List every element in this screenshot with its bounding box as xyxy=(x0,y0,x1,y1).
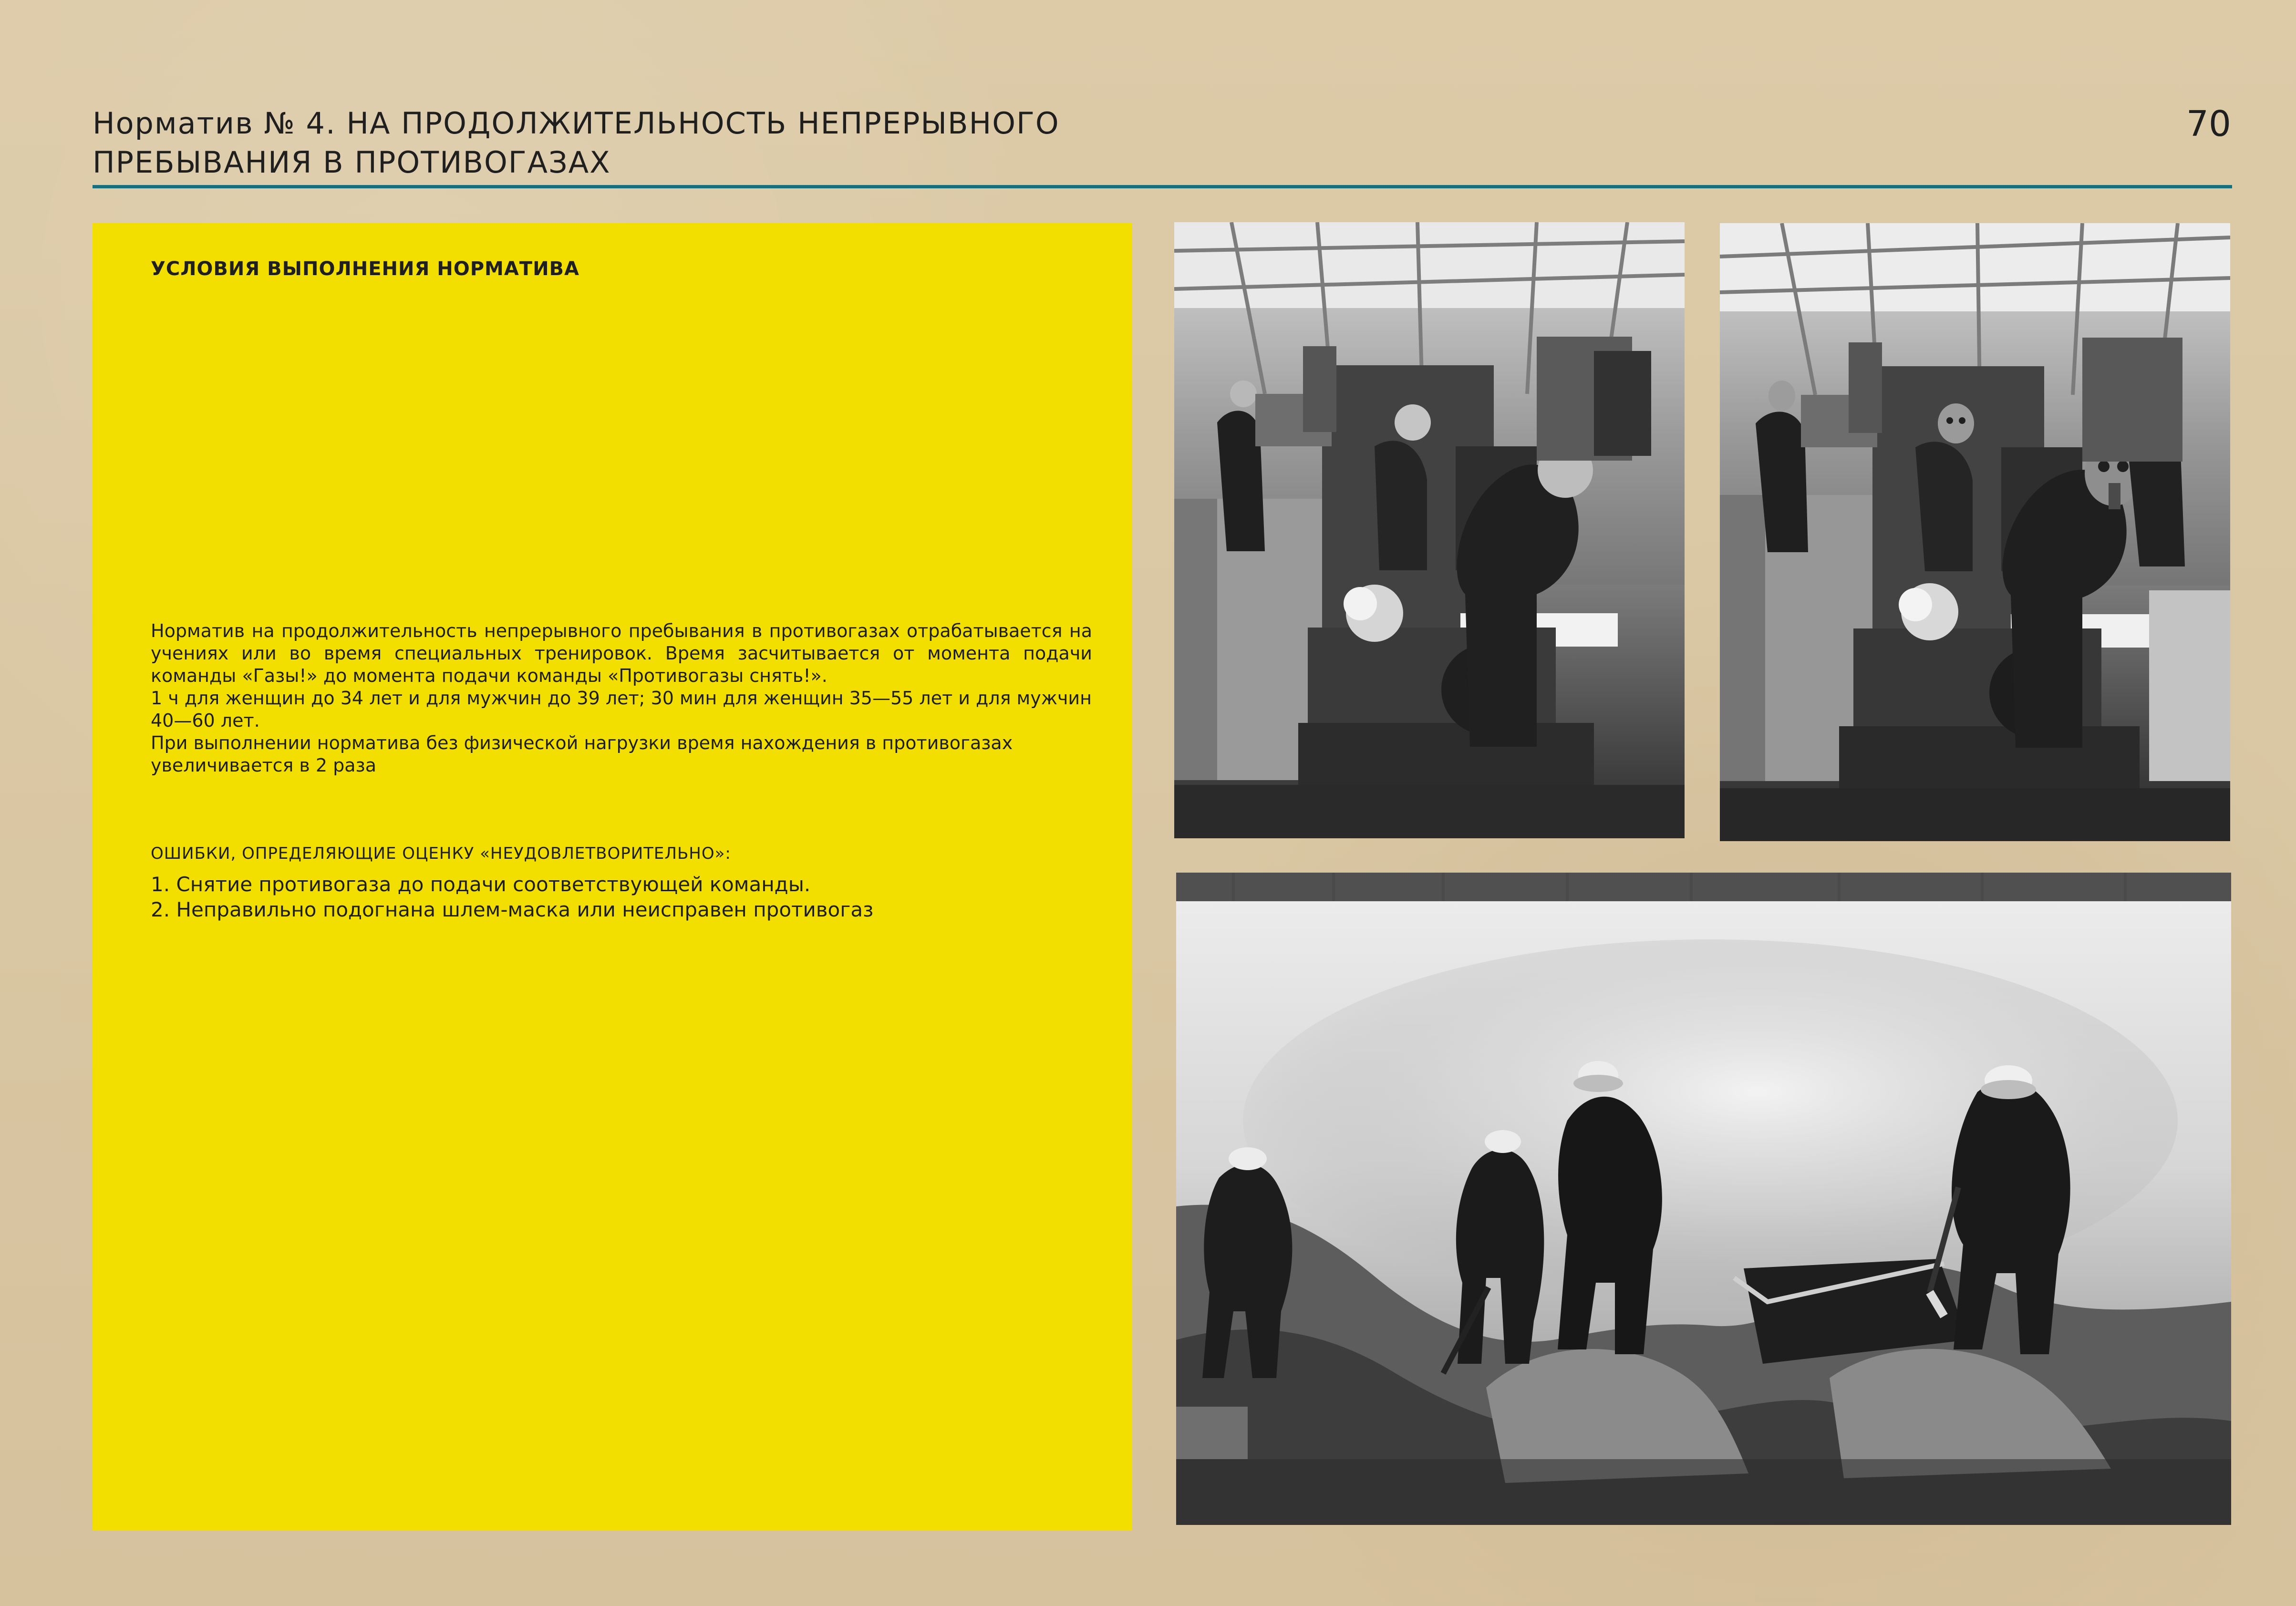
errors-list xyxy=(151,872,1057,922)
error-item-1: 1. Снятие противогаза до подачи соответствующей команды. xyxy=(151,873,811,896)
standard-description xyxy=(151,620,1092,777)
rescue-team-smoke-photo xyxy=(1176,873,2231,1525)
factory-workers-photo xyxy=(1174,222,1685,838)
errors-title: ОШИБКИ, ОПРЕДЕЛЯЮЩИЕ ОЦЕНКУ «НЕУДОВЛЕТВОРИТЕЛЬНО»: xyxy=(151,844,731,863)
rescue-team-smoke-photo-icon xyxy=(1176,873,2231,1525)
page-title xyxy=(93,104,1189,182)
factory-workers-gas-masks-photo xyxy=(1720,223,2230,841)
header-divider xyxy=(93,185,2232,188)
section-title: УСЛОВИЯ ВЫПОЛНЕНИЯ НОРМАТИВА xyxy=(151,258,579,280)
factory-workers-gas-masks-photo-icon xyxy=(1720,223,2230,841)
error-item-2: 2. Неправильно подогнана шлем-маска или неисправен противогаз xyxy=(151,898,874,921)
description-paragraph-2: 1 ч для женщин до 34 лет и для мужчин до 39 лет; 30 мин для женщин 35—55 лет и для мужчин 40—60 лет. xyxy=(151,688,1092,731)
page-title-line-2: ПРЕБЫВАНИЯ В ПРОТИВОГАЗАХ xyxy=(93,145,611,180)
description-paragraph-3: При выполнении норматива без физической нагрузки время нахождения в противогазах увеличивается в 2 раза xyxy=(151,732,1013,776)
description-paragraph-1: Норматив на продолжительность непрерывного пребывания в противогазах отрабатывается на учениях или во время специальных тренировок. Время засчитывается от момента подачи команды «Газы!» до момента подачи команды «Противогазы снять!». xyxy=(151,620,1092,686)
page-number: 70 xyxy=(2186,103,2231,144)
factory-workers-photo-icon xyxy=(1174,222,1685,838)
page-title-line-1: Норматив № 4. НА ПРОДОЛЖИТЕЛЬНОСТЬ НЕПРЕРЫВНОГО xyxy=(93,106,1060,141)
